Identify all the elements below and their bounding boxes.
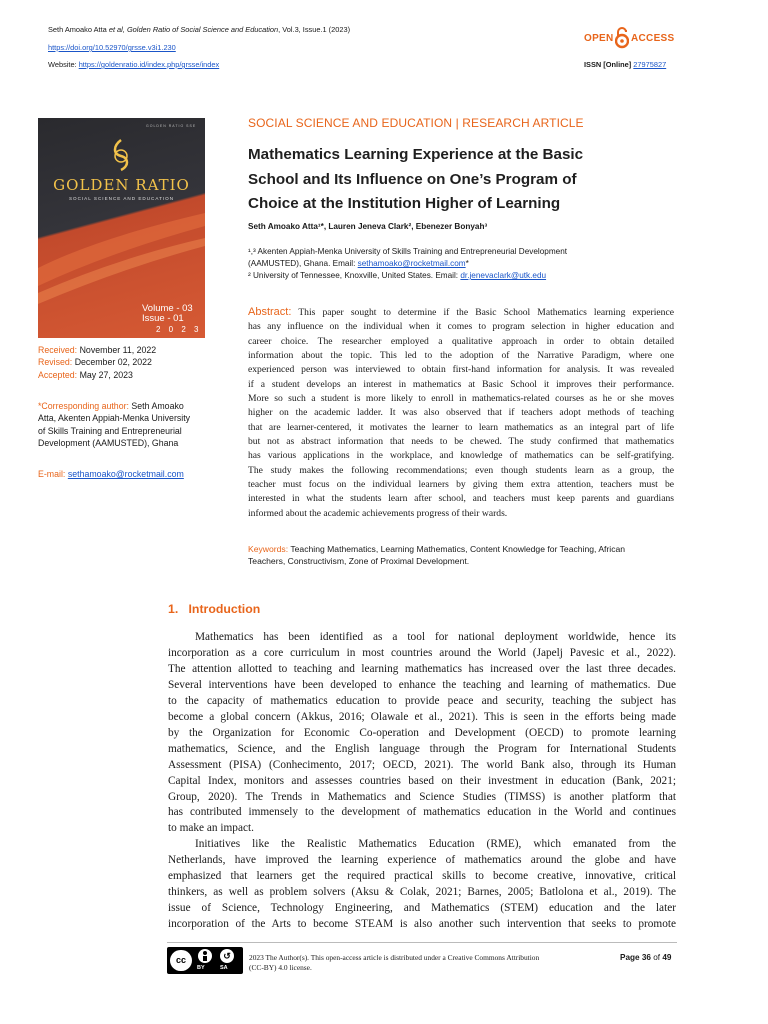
cc-icon: cc bbox=[170, 950, 192, 971]
page-number: Page 36 of 49 bbox=[620, 953, 672, 962]
golden-ratio-logo-icon bbox=[109, 138, 133, 172]
section-tag: SOCIAL SCIENCE AND EDUCATION | RESEARCH ARTICLE bbox=[248, 116, 584, 130]
sidebar-email-link[interactable]: sethamoako@rocketmail.com bbox=[67, 469, 184, 479]
issn-link[interactable]: 27975827 bbox=[633, 60, 667, 69]
cover-volume: Volume - 03 Issue - 01 bbox=[142, 303, 193, 324]
license-text: 2023 The Author(s). This open-access article is distributed under a Creative Commons Attribution (CC-BY) 4.0 license. bbox=[249, 953, 540, 973]
website-line: Website: https://goldenratio.id/index.php/grsse/index bbox=[48, 60, 220, 69]
authors: Seth Amoako Atta¹*, Lauren Jeneva Clark², Ebenezer Bonyah³ bbox=[248, 222, 488, 231]
affiliations: ¹,³ Akenten Appiah-Menka University of Skills Training and Entrepreneurial Development (AAMUSTED), Ghana. Email: sethamoako@rocketmail.com* ² University of Tennessee, Knoxville, United States. Email: dr.jenevaclark@utk.edu bbox=[248, 247, 568, 281]
cover-title: GOLDEN RATIO bbox=[53, 176, 190, 194]
footer-divider bbox=[167, 942, 677, 943]
abstract: Abstract: This paper sought to determine if the Basic School Mathematics learning experience has any influence on the individual when it comes to program selection in higher education and career choice. The researcher employed a qualitative approach in order to obtain detailed information about the topic. This led to the adoption of the Narrative Paradigm, where one experienced person was interviewed to obtain first-hand information for analysis. It was revealed if a student develops an interest in mathematics at Basic School it improves their performance. More so such a student is more likely to enroll in mathematics-related courses as he or she moves higher on the academic ladder. It was also observed that if teachers adopt methods of teaching that are learner-centered, it motivates the learner to learn mathematics as an integral part of life but not as abstract information that needs to be chewed. The study confirmed that mathematics has various applications in the workplace, and knowledge of mathematics can be self-gratifying. The study makes the following recommendations; even though students learn as a group, the teacher must focus on the individual learners by giving them extra attention, teachers must be interested in what the students learn after school, and teachers must keep parents and guardians informed about the academic achievements progress of their wards. bbox=[248, 306, 674, 519]
issn-line: ISSN [Online] 27975827 bbox=[584, 60, 667, 69]
introduction-body: Mathematics has been identified as a tool for national deployment worldwide, hence its incorporation as a core curriculum in most countries around the World (Japelj Pavesic et al., 2022). The attention allotted to teaching and learning mathematics has increased over the last three decades. Several interventions have been developed to enhance the teaching and learning of mathematics. Due to the capacity of mathematics education to provide peace and security, teaching the subject has become a global concern (Akkus, 2016; Olawale et al., 2021). This is seen in the efforts being made by the Organization for Economic Co-operation and Development (OECD) to promote learning mathematics, Science, and the English language through the Program for International Students Assessment (PISA) (Conhecimento, 2017; OECD, 2021). The world Bank also, through its Human Capital Index, monitors and assesses countries based on their investment in education (Bank, 2021; Group, 2020). The Trends in Mathematics and Science Studies (TIMSS) is another platform that has contributed immensely to the development of mathematics education in the World and continues to make an impact. Initiatives like the Realistic Mathematics Education (RME), which emanated from the Netherlands, have improved the learning experience of mathematics around the globe and have emphasized that learners get the required practical skills to become creative, innovative, critical thinkers, as well as problem solvers (Aksu & Colak, 2021; Barnes, 2005; Batlolona et al., 2019). The issue of Science, Technology Engineering, and Mathematics (STEM) education and the later incorporation of the Arts to become STEAM is also another such intervention that seeks to promote bbox=[168, 631, 676, 931]
doi-link[interactable]: https://doi.org/10.52970/grsse.v3i1.230 bbox=[48, 43, 176, 52]
cover-year: 2 0 2 3 bbox=[156, 325, 202, 334]
keywords: Keywords: Teaching Mathematics, Learning Mathematics, Content Knowledge for Teaching, African Teachers, Constructivism, Zone of Proximal Development. bbox=[248, 544, 626, 567]
corresponding-author: *Corresponding author: Seth Amoako Atta, Akenten Appiah-Menka University of Skills Training and Entrepreneurial Development (AAMUSTED), Ghana bbox=[38, 401, 191, 449]
citation-line: Seth Amoako Atta et al, Golden Ratio of Social Science and Education, Vol.3, Issue.1 (2023) bbox=[48, 25, 351, 34]
affil-email-2-link[interactable]: dr.jenevaclark@utk.edu bbox=[460, 271, 547, 281]
attribution-icon bbox=[198, 949, 212, 963]
cover-subtitle: SOCIAL SCIENCE AND EDUCATION bbox=[68, 196, 175, 201]
open-access-logo: OPEN ACCESS bbox=[584, 26, 676, 50]
article-title: Mathematics Learning Experience at the Basic School and Its Influence on One’s Program of Choice at the Institution Higher of Learning bbox=[248, 146, 584, 213]
corresponding-email: E-mail: sethamoako@rocketmail.com bbox=[38, 469, 184, 479]
affil-email-1-link[interactable]: sethamoako@rocketmail.com bbox=[357, 259, 466, 269]
open-lock-icon bbox=[615, 26, 629, 49]
share-alike-icon: ↺ bbox=[220, 949, 234, 963]
website-link[interactable]: https://goldenratio.id/index.php/grsse/index bbox=[78, 60, 220, 69]
journal-cover: GOLDEN RATIO SSE GOLDEN RATIO SOCIAL SCIENCE AND EDUCATION Volume - 03 Issue - 01 2 0 2 3 bbox=[38, 118, 205, 338]
section-heading-introduction: 1. Introduction bbox=[168, 602, 261, 616]
article-dates: Received: November 11, 2022 Revised: December 02, 2022 Accepted: May 27, 2023 bbox=[38, 345, 157, 380]
cc-license-badge[interactable]: cc ↺ BY SA bbox=[167, 947, 243, 974]
doi-line bbox=[48, 43, 176, 52]
